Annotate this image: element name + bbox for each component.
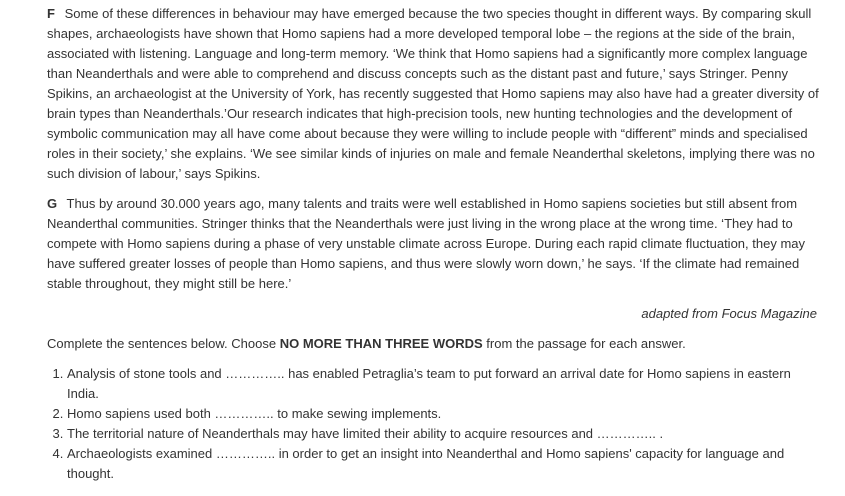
instruction-before: Complete the sentences below. Choose: [47, 336, 280, 351]
paragraph-letter: G: [47, 196, 58, 211]
paragraph-letter: F: [47, 6, 55, 21]
question-item: 3. The territorial nature of Neanderthals may have limited their ability to acquire resources and ………….. .: [67, 424, 825, 444]
paragraph-g: [47, 194, 825, 294]
question-list: [47, 364, 825, 484]
paragraph-text: Some of these differences in behaviour may have emerged because the two species thought in different ways. By comparing skull shapes, archaeologists have shown that Homo sapiens had a more developed temporal lobe – the regions at the side of the brain, associated with listening. Language and long-term memory. ‘We think that Homo sapiens had a significantly more complex language than Neanderthals and were able to comprehend and discuss concepts such as the distant past and future,’ says Stringer. Penny Spikins, an archaeologist at the University of York, has recently suggested that Homo sapiens may also have had a greater diversity of brain types than Neanderthals.’Our research indicates that high-precision tools, new hunting technologies and the development of symbolic communication may all have come about because they were willing to include people with “different” minds and specialised roles in their society,’ she explains. ‘We see similar kinds of injuries on male and female Neanderthal skeletons, implying there was no such division of labour,’ says Spikins.: [47, 6, 819, 181]
task-instruction: [47, 334, 825, 354]
question-item: 1. Analysis of stone tools and ………….. has enabled Petraglia’s team to put forward an arrival date for Homo sapiens in eastern India.: [67, 364, 825, 404]
source-attribution: adapted from Focus Magazine: [641, 306, 817, 321]
question-item: 2. Homo sapiens used both ………….. to make sewing implements.: [67, 404, 825, 424]
instruction-emphasis: NO MORE THAN THREE WORDS: [279, 336, 483, 351]
question-item: 4. Archaeologists examined ………….. in order to get an insight into Neanderthal and Homo sapiens' capacity for language and thought.: [67, 444, 825, 484]
paragraph-text: Thus by around 30.000 years ago, many talents and traits were well established in Homo sapiens societies but still absent from Neanderthal communities. Stringer thinks that the Neanderthals were just living in the wrong place at the wrong time. ‘They had to compete with Homo sapiens during a phase of very unstable climate across Europe. During each rapid climate fluctuation, they may have suffered greater losses of people than Homo sapiens, and thus were slowly worn down,’ he says. ‘If the climate had remained stable throughout, they might still be here.’: [47, 196, 805, 291]
paragraph-f: [47, 4, 825, 184]
instruction-after: from the passage for each answer.: [482, 336, 686, 351]
